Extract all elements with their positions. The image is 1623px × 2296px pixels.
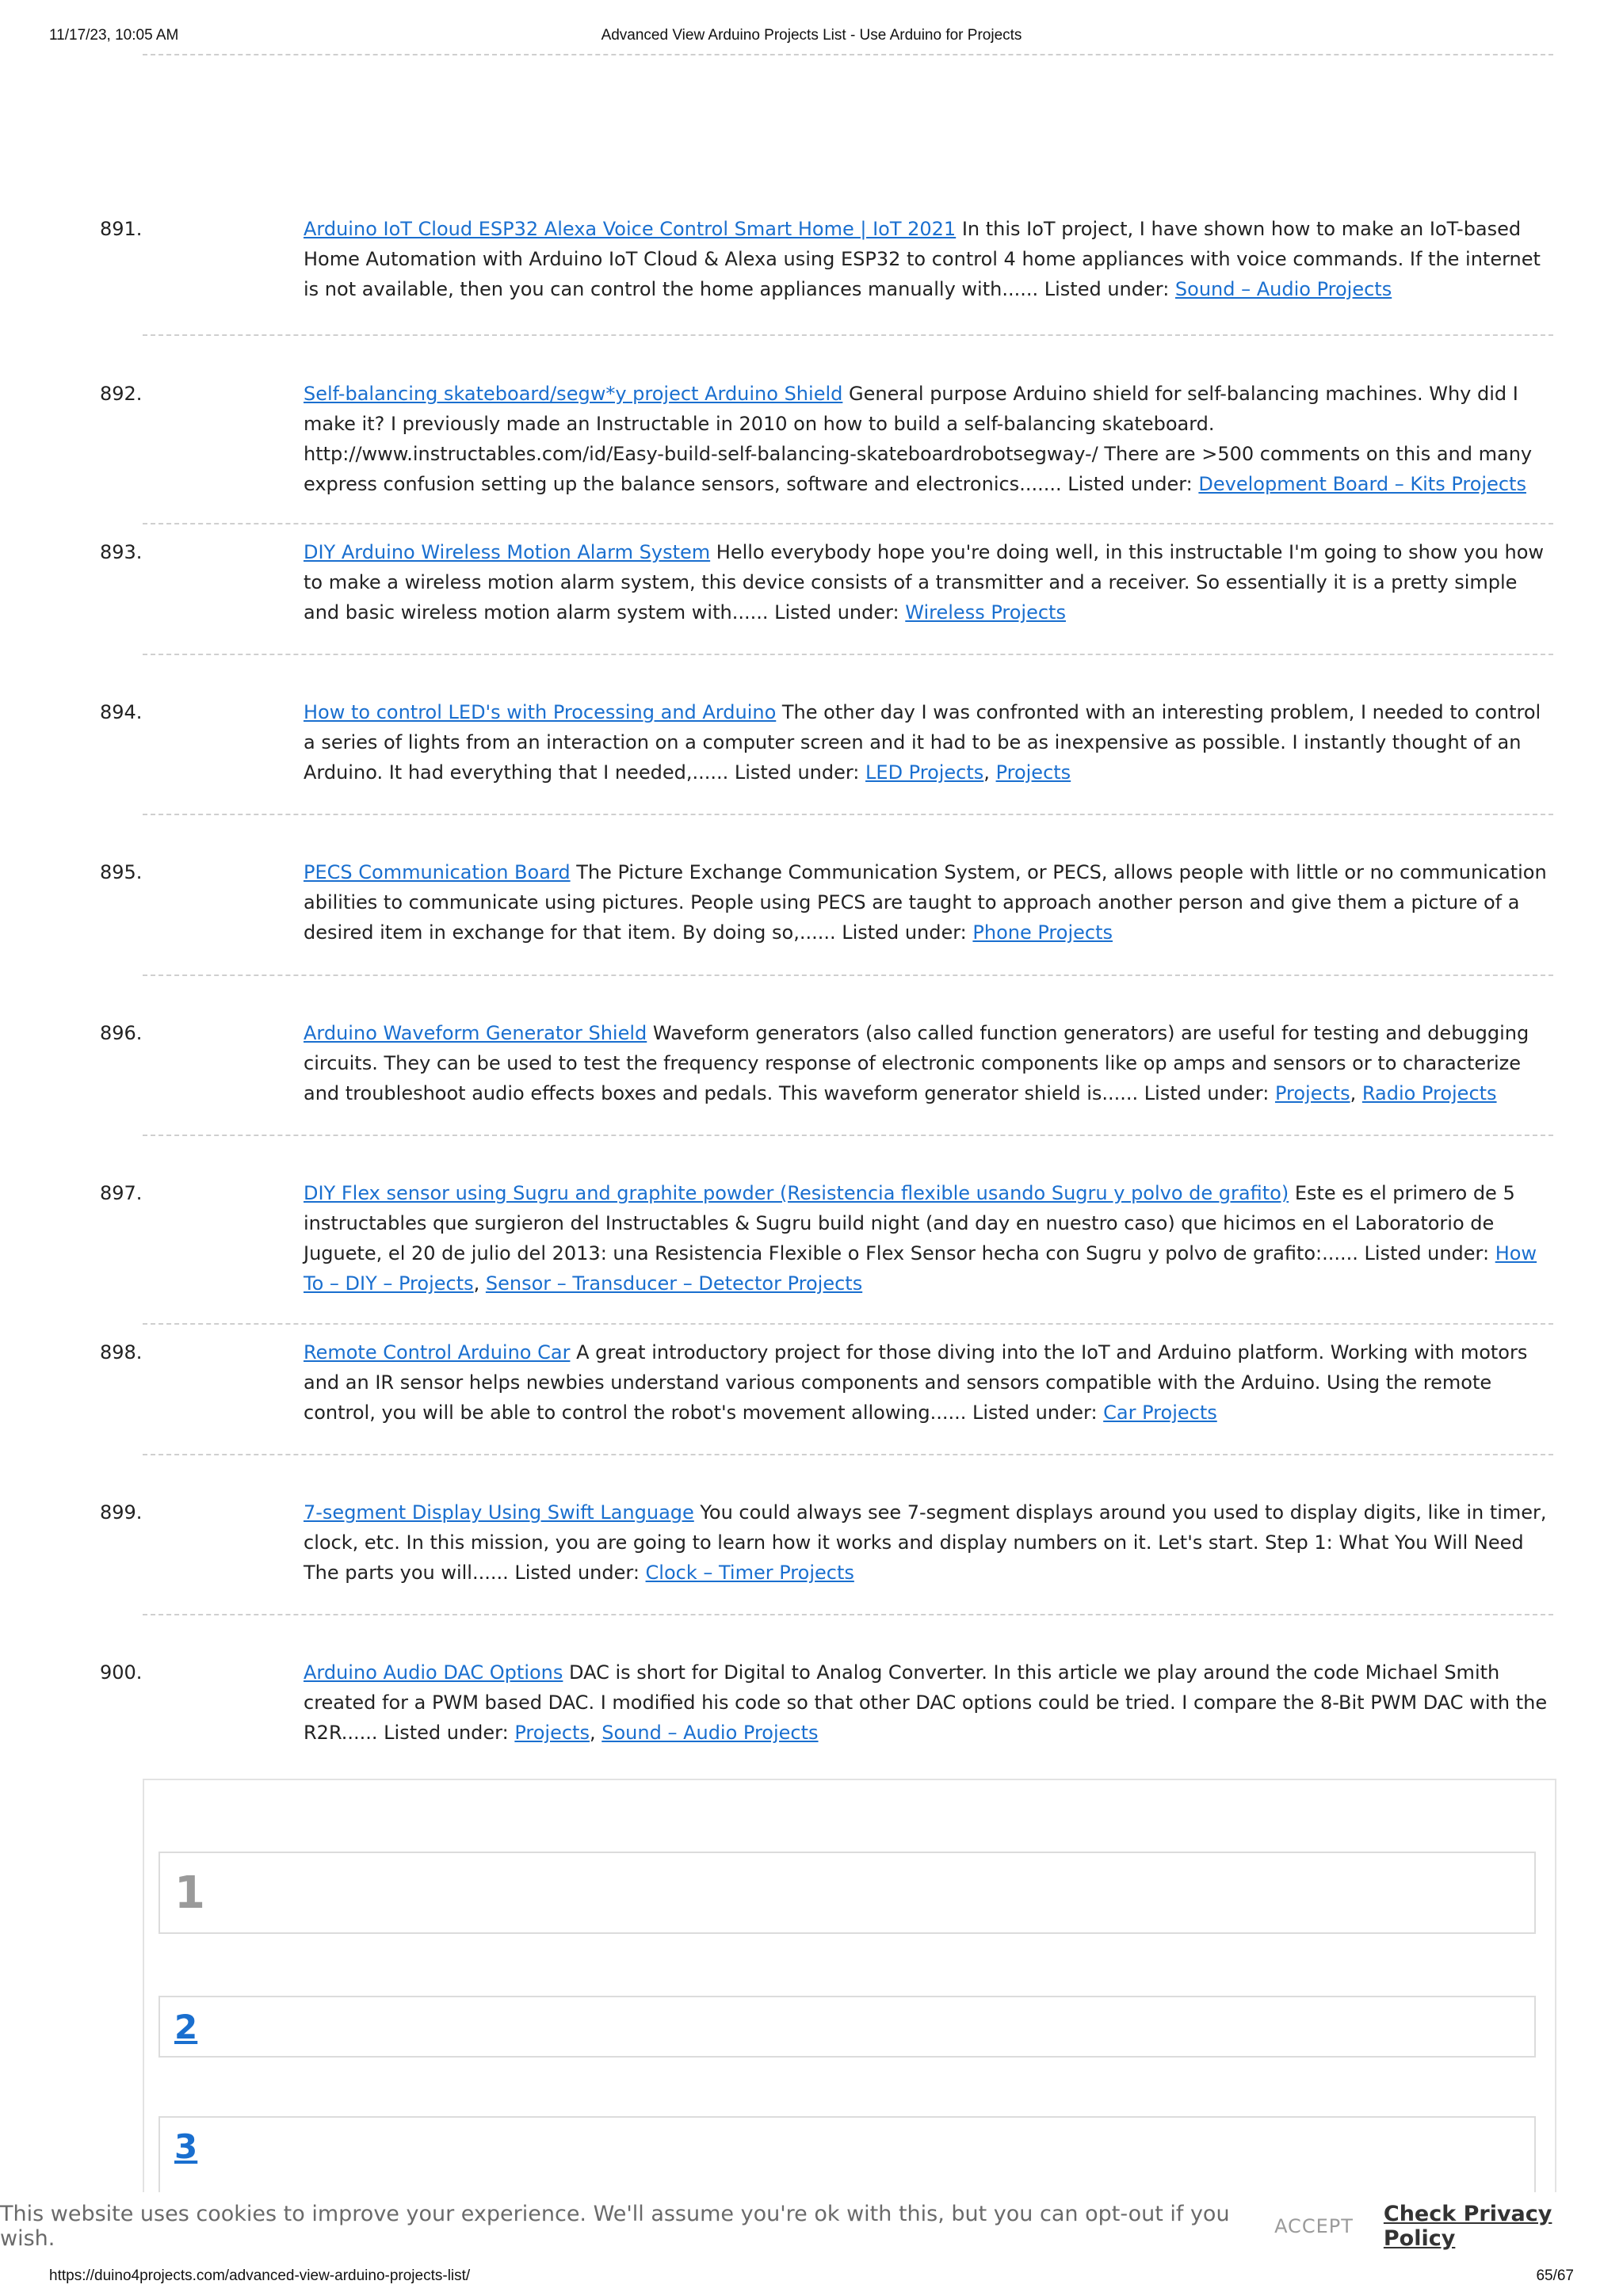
print-url: https://duino4projects.com/advanced-view-arduino-projects-list/ (49, 2267, 471, 2284)
privacy-policy-link[interactable]: Check Privacy Policy (1383, 2202, 1552, 2251)
category-separator: , (589, 1722, 602, 1744)
category-link[interactable]: Sound – Audio Projects (1174, 278, 1392, 300)
entry-description: Este es el primero de 5 instructables que surgieron del Instructables & Sugru build night (and day en nuestro caso) que hicimos en el Laboratorio de Juguete, el 20 de julio del 2013: una Resistencia Flexible o Flex Sensor hecha con Sugru y polvo de grafito:...... Listed under: (304, 1182, 1515, 1264)
entry-title-link[interactable]: Arduino Audio DAC Options (304, 1661, 563, 1684)
category-link[interactable]: Clock – Timer Projects (645, 1562, 854, 1584)
category-link[interactable]: Wireless Projects (905, 601, 1066, 624)
entry-description: You could always see 7-segment displays around you used to display digits, like in timer, clock, etc. In this mission, you are going to learn how it works and display numbers on it. Let's start. Step 1: What You Will Need The parts you will...... Listed under: (304, 1501, 1547, 1584)
entry-title-link[interactable]: DIY Arduino Wireless Motion Alarm System (304, 541, 711, 563)
entry-description: General purpose Arduino shield for self-balancing machines. Why did I make it? I previously made an Instructable in 2010 on how to build a self-balancing skateboard. http://www.instructables.com/id/Easy-build-self-balancing-skateboardrobotsegway-/ There are >500 comments on this and many express confusion setting up the balance sensors, software and electronics....... Listed under: (304, 383, 1533, 495)
entry-description: In this IoT project, I have shown how to make an IoT-based Home Automation with Arduino IoT Cloud & Alexa using ESP32 to control 4 home appliances with voice commands. If the internet is not available, then you can control the home appliances manually with...... Listed under: (304, 218, 1541, 300)
entry-body (304, 1018, 1556, 1108)
entry-body (304, 379, 1556, 499)
category-link[interactable]: Projects (1274, 1082, 1350, 1104)
entry-divider (143, 1614, 1553, 1615)
category-link[interactable]: How To – DIY – Projects (304, 1242, 1537, 1295)
category-separator: , (473, 1272, 486, 1295)
category-link[interactable]: Radio Projects (1361, 1082, 1497, 1104)
entry-number: 899. (100, 1501, 143, 1524)
entry-number: 896. (100, 1022, 143, 1044)
entry-description: A great introductory project for those diving into the IoT and Arduino platform. Working with motors and an IR sensor helps newbies understand various components and sensors compatible with the Arduino. Using the remote control, you will be able to control the robot's movement allowing...... Listed under: (304, 1341, 1528, 1424)
entry-divider (143, 974, 1553, 976)
print-datetime: 11/17/23, 10:05 AM (49, 27, 179, 44)
category-link[interactable]: LED Projects (865, 761, 984, 784)
entry-title-link[interactable]: Arduino IoT Cloud ESP32 Alexa Voice Control Smart Home | IoT 2021 (304, 218, 957, 240)
entry-description: Waveform generators (also called function generators) are useful for testing and debugging circuits. They can be used to test the frequency response of electronic components like op amps and sensors or to characterize and troubleshoot audio effects boxes and pedals. This waveform generator shield is...... Listed under: (304, 1022, 1529, 1104)
entry-title-link[interactable]: Remote Control Arduino Car (304, 1341, 571, 1363)
entry-body (304, 697, 1556, 788)
print-header (49, 27, 1574, 48)
entry-divider (143, 654, 1553, 655)
entry-number: 900. (100, 1661, 143, 1684)
entry-body (304, 1657, 1556, 1748)
page-1-current: 1 (174, 1867, 205, 1919)
entry-divider (143, 523, 1553, 524)
category-separator: , (1350, 1082, 1362, 1104)
category-link[interactable]: Projects (514, 1722, 590, 1744)
page-3-box[interactable] (158, 2116, 1536, 2192)
entry-divider (143, 814, 1553, 815)
entry-number: 898. (100, 1341, 143, 1363)
entry-number: 892. (100, 383, 143, 405)
page-1-box (158, 1852, 1536, 1934)
entry-number: 894. (100, 701, 143, 723)
category-link[interactable]: Phone Projects (972, 921, 1113, 944)
entry-number: 891. (100, 218, 143, 240)
entry-description: Hello everybody hope you're doing well, in this instructable I'm going to show you how to make a wireless motion alarm system, this device consists of a transmitter and a receiver. So essentially it is a pretty simple and basic wireless motion alarm system with...... Listed under: (304, 541, 1545, 624)
entry-body (304, 1337, 1556, 1428)
entry-title-link[interactable]: How to control LED's with Processing and Arduino (304, 701, 777, 723)
print-footer (49, 2267, 1574, 2288)
entry-number: 893. (100, 541, 143, 563)
entry-divider (143, 1454, 1553, 1455)
print-page-number: 65/67 (1536, 2267, 1574, 2284)
entry-title-link[interactable]: Self-balancing skateboard/segw*y project Arduino Shield (304, 383, 843, 405)
category-link[interactable]: Sound – Audio Projects (601, 1722, 819, 1744)
entry-number: 897. (100, 1182, 143, 1204)
category-link[interactable]: Development Board – Kits Projects (1198, 473, 1526, 495)
cookie-consent-bar (0, 2193, 1623, 2260)
entry-body (304, 214, 1556, 304)
cookie-message: This website uses cookies to improve your experience. We'll assume you're ok with this, but you can opt-out if you wish. (0, 2202, 1230, 2251)
entry-body (304, 1178, 1556, 1299)
entry-number: 895. (100, 861, 143, 883)
category-link[interactable]: Car Projects (1103, 1402, 1217, 1424)
print-page-title: Advanced View Arduino Projects List - Use Arduino for Projects (601, 27, 1022, 44)
category-link[interactable]: Sensor – Transducer – Detector Projects (485, 1272, 863, 1295)
pagination (143, 1779, 1556, 2192)
page-2-link[interactable]: 2 (174, 2007, 198, 2046)
category-separator: , (983, 761, 996, 784)
page-2-box[interactable] (158, 1996, 1536, 2058)
entry-title-link[interactable]: 7-segment Display Using Swift Language (304, 1501, 694, 1524)
entry-title-link[interactable]: PECS Communication Board (304, 861, 571, 883)
entry-divider (143, 334, 1553, 336)
entry-divider (143, 1323, 1553, 1325)
cookie-accept-button[interactable]: ACCEPT (1274, 2215, 1354, 2237)
entry-description: The Picture Exchange Communication System, or PECS, allows people with little or no communication abilities to communicate using pictures. People using PECS are taught to approach another person and give them a picture of a desired item in exchange for that item. By doing so,...... Listed under: (304, 861, 1547, 944)
category-link[interactable]: Projects (995, 761, 1071, 784)
entry-divider (143, 1135, 1553, 1136)
entry-body (304, 857, 1556, 948)
entry-body (304, 1497, 1556, 1588)
entry-description: DAC is short for Digital to Analog Converter. In this article we play around the code Michael Smith created for a PWM based DAC. I modified his code so that other DAC options could be tried. I compare the 8-Bit PWM DAC with the R2R...... Listed under: (304, 1661, 1548, 1744)
entry-title-link[interactable]: Arduino Waveform Generator Shield (304, 1022, 647, 1044)
entry-title-link[interactable]: DIY Flex sensor using Sugru and graphite powder (Resistencia flexible usando Sugru y polvo de grafito) (304, 1182, 1289, 1204)
top-divider (143, 54, 1553, 55)
page-3-link[interactable]: 3 (174, 2127, 198, 2166)
entry-description: The other day I was confronted with an interesting problem, I needed to control a series of lights from an interaction on a computer screen and it had to be as inexpensive as possible. I instantly thought of an Arduino. It had everything that I needed,...... Listed under: (304, 701, 1541, 784)
entry-body (304, 537, 1556, 627)
